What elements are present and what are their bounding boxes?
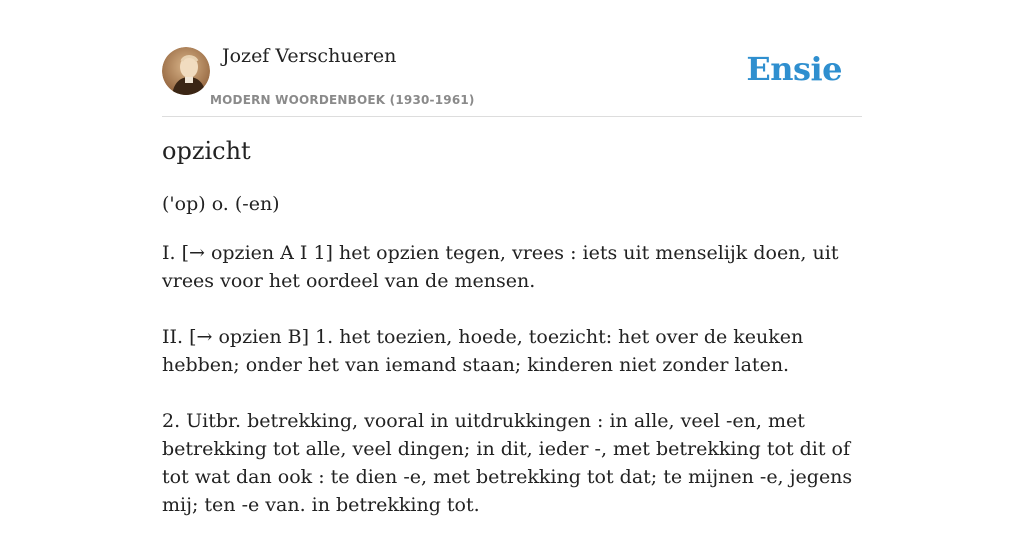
entry-headword: opzicht <box>162 137 251 165</box>
definition-paragraph: II. [→ opzien B] 1. het toezien, hoede, toezicht: het over de keuken hebben; onder het van iemand staan; kinderen niet zonder laten. <box>162 326 804 376</box>
entry-definition <box>162 239 864 547</box>
definition-paragraph: I. [→ opzien A I 1] het opzien tegen, vrees : iets uit menselijk doen, uit vrees voor het oordeel van de mensen. <box>162 242 839 292</box>
author-avatar[interactable] <box>162 47 210 95</box>
definition-paragraph: 2. Uitbr. betrekking, vooral in uitdrukkingen : in alle, veel -en, met betrekking tot alle, veel dingen; in dit, ieder -, met betrekking tot dit of tot wat dan ook : te dien -e, met betrekking tot dat; te mijnen -e, jegens mij; ten -e van. in betrekking tot. <box>162 410 853 516</box>
author-name[interactable]: Jozef Verschueren <box>222 45 397 67</box>
brand-logo[interactable]: Ensie <box>746 50 842 88</box>
source-label[interactable]: MODERN WOORDENBOEK (1930-1961) <box>210 93 475 107</box>
author-portrait-icon <box>162 47 210 95</box>
entry-card <box>162 0 862 516</box>
entry-header <box>162 0 862 117</box>
entry-pronunciation: ('op) o. (-en) <box>162 193 280 215</box>
